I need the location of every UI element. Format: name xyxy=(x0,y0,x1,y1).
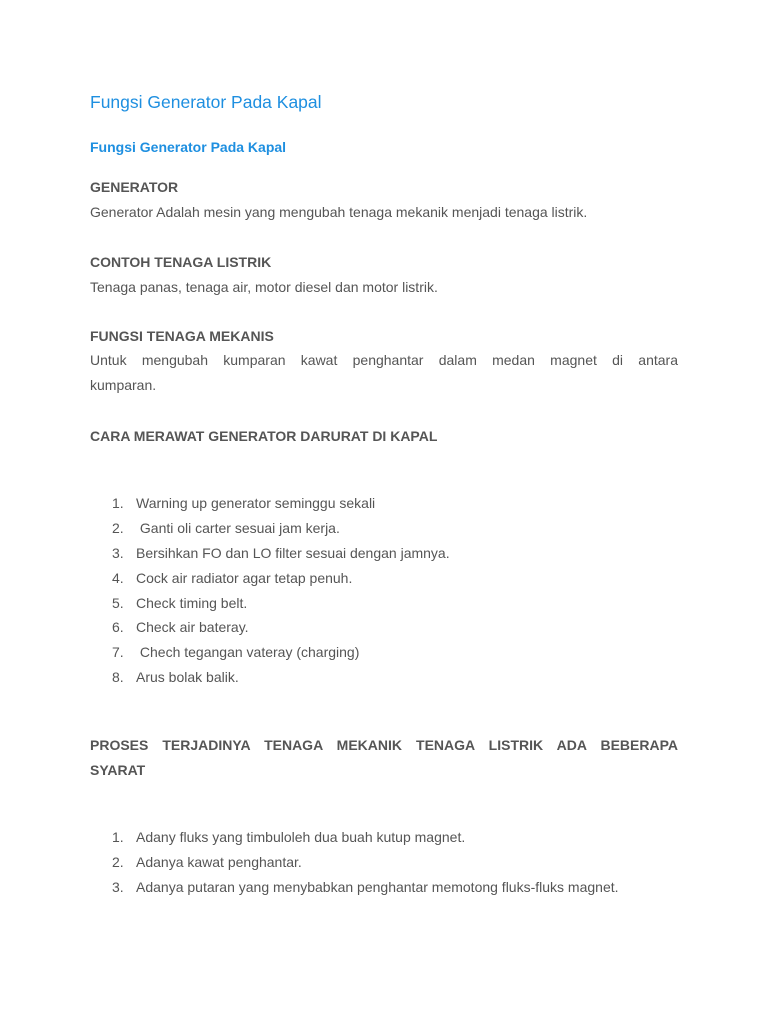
contoh-text: Tenaga panas, tenaga air, motor diesel dan motor listrik. xyxy=(90,279,438,295)
list-item-text: Bersihkan FO dan LO filter sesuai dengan jamnya. xyxy=(136,544,450,561)
fungsi-heading: FUNGSI TENAGA MEKANIS xyxy=(90,328,274,344)
proses-heading xyxy=(90,733,678,783)
list-item-number: 4. xyxy=(112,569,124,586)
list-item-text: Warning up generator seminggu sekali xyxy=(136,495,376,511)
generator-heading: GENERATOR xyxy=(90,179,179,195)
contoh-heading: CONTOH TENAGA LISTRIK xyxy=(90,254,272,270)
fungsi-text-line-1: Untuk mengubah kumparan kawat penghantar dalam medan magnet di antara xyxy=(90,352,678,368)
list-item-text: Chech tegangan vateray (charging) xyxy=(136,644,360,661)
list-item-text: Check air bateray. xyxy=(136,619,249,636)
list-item-text: Check timing belt. xyxy=(136,594,248,611)
list-item-number: 1. xyxy=(112,829,124,845)
proses-heading-line-2: SYARAT xyxy=(90,762,146,778)
list-item-number: 1. xyxy=(112,495,124,511)
fungsi-paragraph xyxy=(90,348,678,398)
list-item-number: 8. xyxy=(112,669,124,686)
list-item-number: 2. xyxy=(112,519,124,536)
list-item-text: Ganti oli carter sesuai jam kerja. xyxy=(136,519,340,536)
list-item-number: 2. xyxy=(112,853,124,870)
list-item-number: 6. xyxy=(112,619,124,636)
list-item-number: 3. xyxy=(112,878,124,895)
generator-text: Generator Adalah mesin yang mengubah tenaga mekanik menjadi tenaga listrik. xyxy=(90,204,588,220)
list-item-text: Cock air radiator agar tetap penuh. xyxy=(136,569,353,586)
fungsi-text-line-2: kumparan. xyxy=(90,377,157,393)
subtitle: Fungsi Generator Pada Kapal xyxy=(90,139,287,155)
list-item-number: 3. xyxy=(112,544,124,561)
list-item-text: Adany fluks yang timbuloleh dua buah kutup magnet. xyxy=(136,829,466,845)
list-item-text: Adanya putaran yang menybabkan penghantar memotong fluks-fluks magnet. xyxy=(136,878,619,895)
page-title: Fungsi Generator Pada Kapal xyxy=(90,92,322,112)
list-item-number: 7. xyxy=(112,644,124,661)
list-item-number: 5. xyxy=(112,594,124,611)
proses-heading-line-1: PROSES TERJADINYA TENAGA MEKANIK TENAGA LISTRIK ADA BEBERAPA xyxy=(90,737,678,753)
list-item-text: Arus bolak balik. xyxy=(136,669,239,686)
cara-heading: CARA MERAWAT GENERATOR DARURAT DI KAPAL xyxy=(90,428,438,444)
list-item-text: Adanya kawat penghantar. xyxy=(136,853,302,870)
